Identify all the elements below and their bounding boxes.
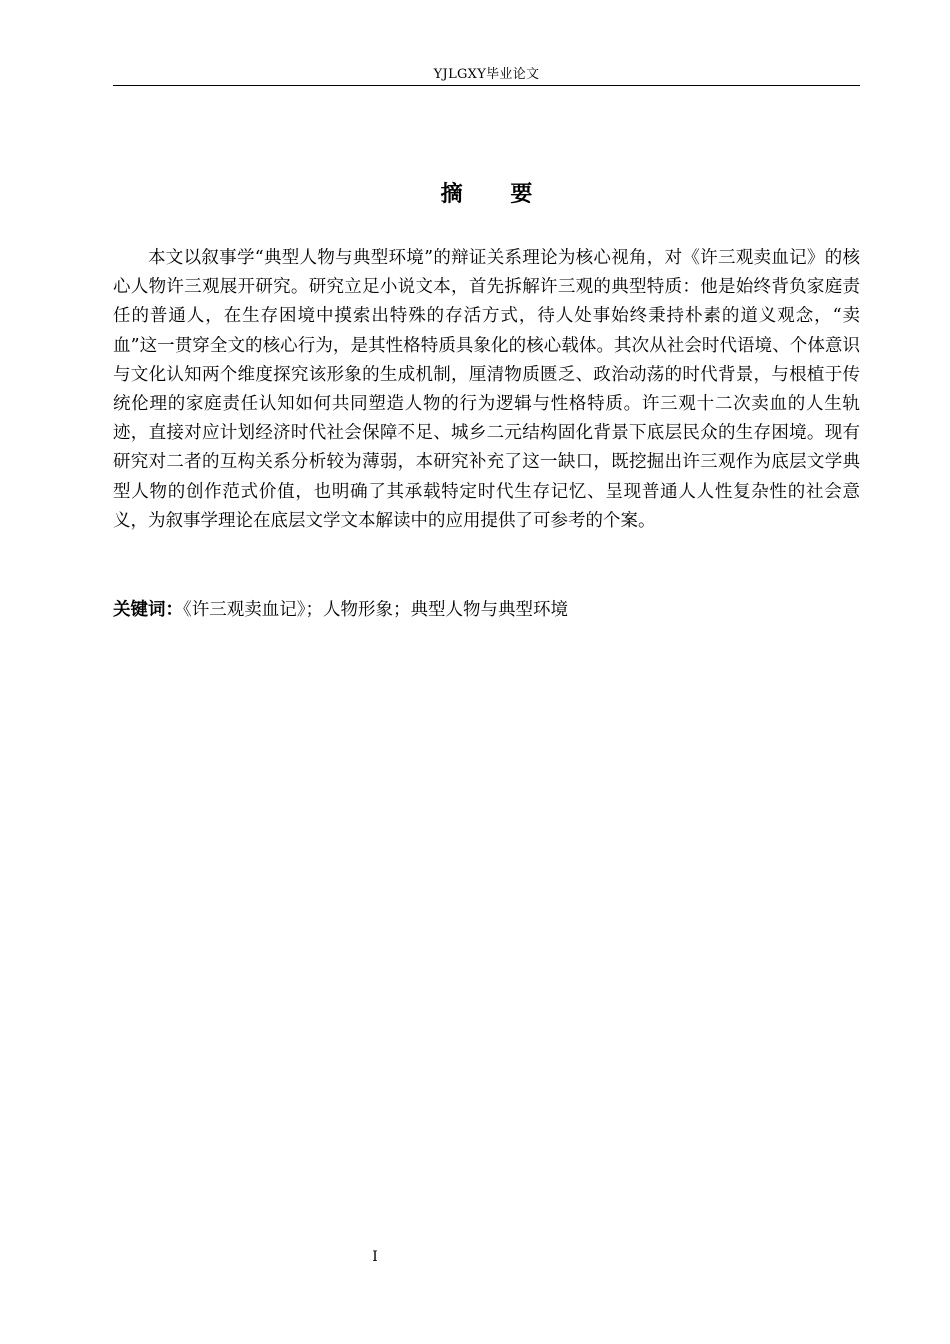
running-header: YJLGXY毕业论文: [433, 67, 540, 82]
keywords-label: 关键词：: [113, 600, 183, 620]
page-number: I: [372, 1249, 378, 1265]
abstract-body: 本文以叙事学“典型人物与典型环境”的辩证关系理论为核心视角，对《许三观卖血记》的核心人物许三观展开研究。研究立足小说文本，首先拆解许三观的典型特质：他是始终背负家庭责任的普通人，在生存困境中摸索出特殊的存活方式，待人处事始终秉持朴素的道义观念，“卖血”这一贯穿全文的核心行为，是其性格特质具象化的核心载体。其次从社会时代语境、个体意识与文化认知两个维度探究该形象的生成机制，厘清物质匮乏、政治动荡的时代背景，与根植于传统伦理的家庭责任认知如何共同塑造人物的行为逻辑与性格特质。许三观十二次卖血的人生轨迹，直接对应计划经济时代社会保障不足、城乡二元结构固化背景下底层民众的生存困境。现有研究对二者的互构关系分析较为薄弱，本研究补充了这一缺口，既挖掘出许三观作为底层文学典型人物的创作范式价值，也明确了其承载特定时代生存记忆、呈现普通人人性复杂性的社会意义，为叙事学理论在底层文学文本解读中的应用提供了可参考的个案。: [113, 248, 860, 531]
abstract-title: 摘 要: [440, 182, 553, 207]
header-rule: [113, 85, 860, 86]
keywords-line: [113, 596, 860, 625]
keywords-text: 《许三观卖血记》；人物形象；典型人物与典型环境: [183, 600, 568, 620]
